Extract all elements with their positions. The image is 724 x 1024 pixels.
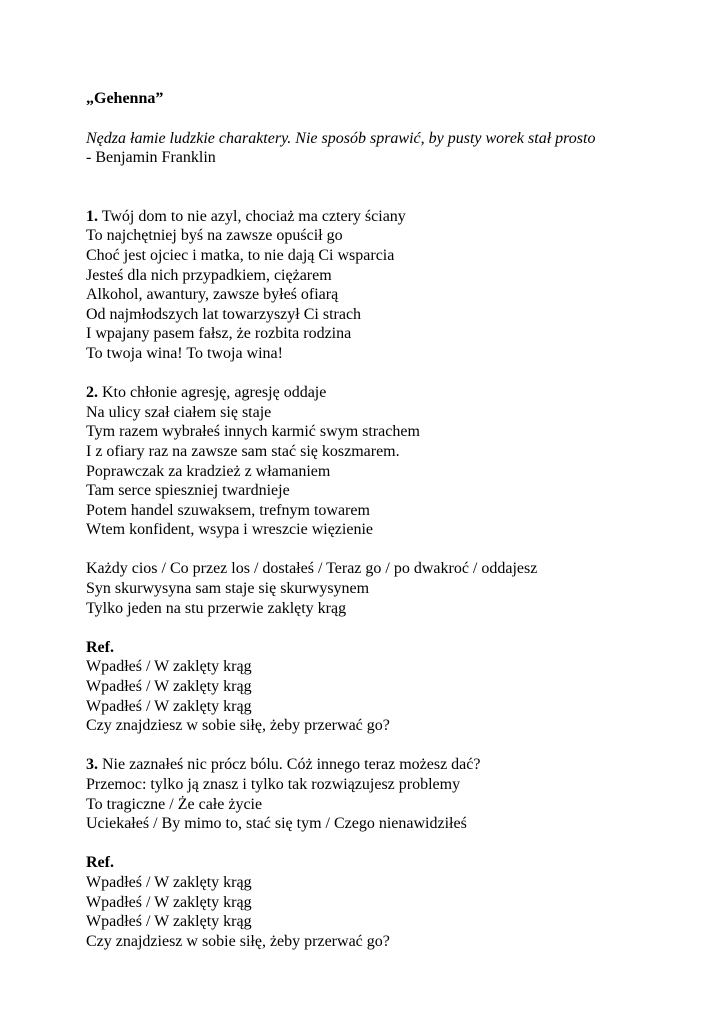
verse-line: To tragiczne / Że całe życie [86, 795, 263, 813]
song-title: „Gehenna” [86, 90, 164, 107]
bridge-line: Tylko jeden na stu przerwie zaklęty krąg [86, 599, 347, 617]
verse-line: Tym razem wybrałeś innych karmić swym strachem [86, 423, 420, 441]
refrain-line: Wpadłeś / W zaklęty krąg [86, 678, 252, 696]
verse-line: Od najmłodszych lat towarzyszył Ci strach [86, 305, 362, 323]
bridge-line: Syn skurwysyna sam staje się skurwysynem [86, 580, 370, 598]
verse-line: Potem handel szuwaksem, trefnym towarem [86, 501, 370, 519]
verse-line: To najchętniej byś na zawsze opuścił go [86, 227, 343, 245]
document-page [86, 89, 706, 951]
refrain-line: Wpadłeś / W zaklęty krąg [86, 913, 252, 931]
refrain-2 [86, 853, 706, 951]
refrain-line: Wpadłeś / W zaklęty krąg [86, 697, 252, 715]
spacer [86, 168, 706, 207]
epigraph-author: - Benjamin Franklin [86, 149, 216, 167]
verse-3 [86, 755, 706, 833]
verse-line: I z ofiary raz na zawsze sam stać się koszmarem. [86, 442, 400, 460]
verse-line: To twoja wina! To twoja wina! [86, 344, 283, 362]
verse-line: Poprawczak za kradzież z włamaniem [86, 462, 331, 480]
verse-line: I wpajany pasem fałsz, że rozbita rodzina [86, 325, 352, 343]
bridge [86, 559, 706, 618]
verse-line: Na ulicy szał ciałem się staje [86, 403, 272, 421]
refrain-line: Wpadłeś / W zaklęty krąg [86, 658, 252, 676]
epigraph-quote: Nędza łamie ludzkie charaktery. Nie sposób sprawić, by pusty worek stał prosto [86, 129, 596, 147]
verse-line: Przemoc: tylko ją znasz i tylko tak rozwiązujesz problemy [86, 776, 461, 793]
verse-line: Alkohol, awantury, zawsze byłeś ofiarą [86, 286, 339, 304]
verse-line [86, 755, 706, 775]
spacer [86, 736, 706, 756]
refrain-1 [86, 638, 706, 736]
verse-number: 3. [86, 756, 98, 774]
refrain-label: Ref. [86, 638, 114, 656]
refrain-line: Wpadłeś / W zaklęty krąg [86, 873, 252, 891]
refrain-line: Czy znajdziesz w sobie siłę, żeby przerwać go? [86, 932, 390, 950]
verse-first-line: Nie zaznałeś nic prócz bólu. Cóż innego teraz możesz dać? [98, 756, 481, 774]
verse-line: Tam serce spieszniej twardnieje [86, 482, 290, 500]
epigraph [86, 129, 706, 168]
spacer [86, 834, 706, 854]
bridge-line: Każdy cios / Co przez los / dostałeś / Teraz go / po dwakroć / oddajesz [86, 560, 538, 578]
verse-number: 2. [86, 384, 98, 402]
verse-2 [86, 383, 706, 540]
verse-1 [86, 207, 706, 364]
spacer [86, 364, 706, 384]
verse-line: Wtem konfident, wsypa i wreszcie więzienie [86, 521, 373, 539]
refrain-line: Czy znajdziesz w sobie siłę, żeby przerwać go? [86, 717, 390, 735]
verse-line: Uciekałeś / By mimo to, stać się tym / Czego nienawidziłeś [86, 815, 467, 833]
verse-first-line: Twój dom to nie azyl, chociaż ma cztery ściany [98, 207, 406, 225]
spacer [86, 618, 706, 638]
spacer [86, 540, 706, 560]
verse-line: Choć jest ojciec i matka, to nie dają Ci wsparcia [86, 246, 395, 264]
verse-first-line: Kto chłonie agresję, agresję oddaje [98, 384, 327, 402]
verse-number: 1. [86, 207, 98, 225]
verse-line [86, 383, 706, 403]
verse-line [86, 207, 706, 227]
verse-line: Jesteś dla nich przypadkiem, ciężarem [86, 266, 332, 284]
refrain-line: Wpadłeś / W zaklęty krąg [86, 893, 252, 911]
refrain-label: Ref. [86, 854, 114, 872]
